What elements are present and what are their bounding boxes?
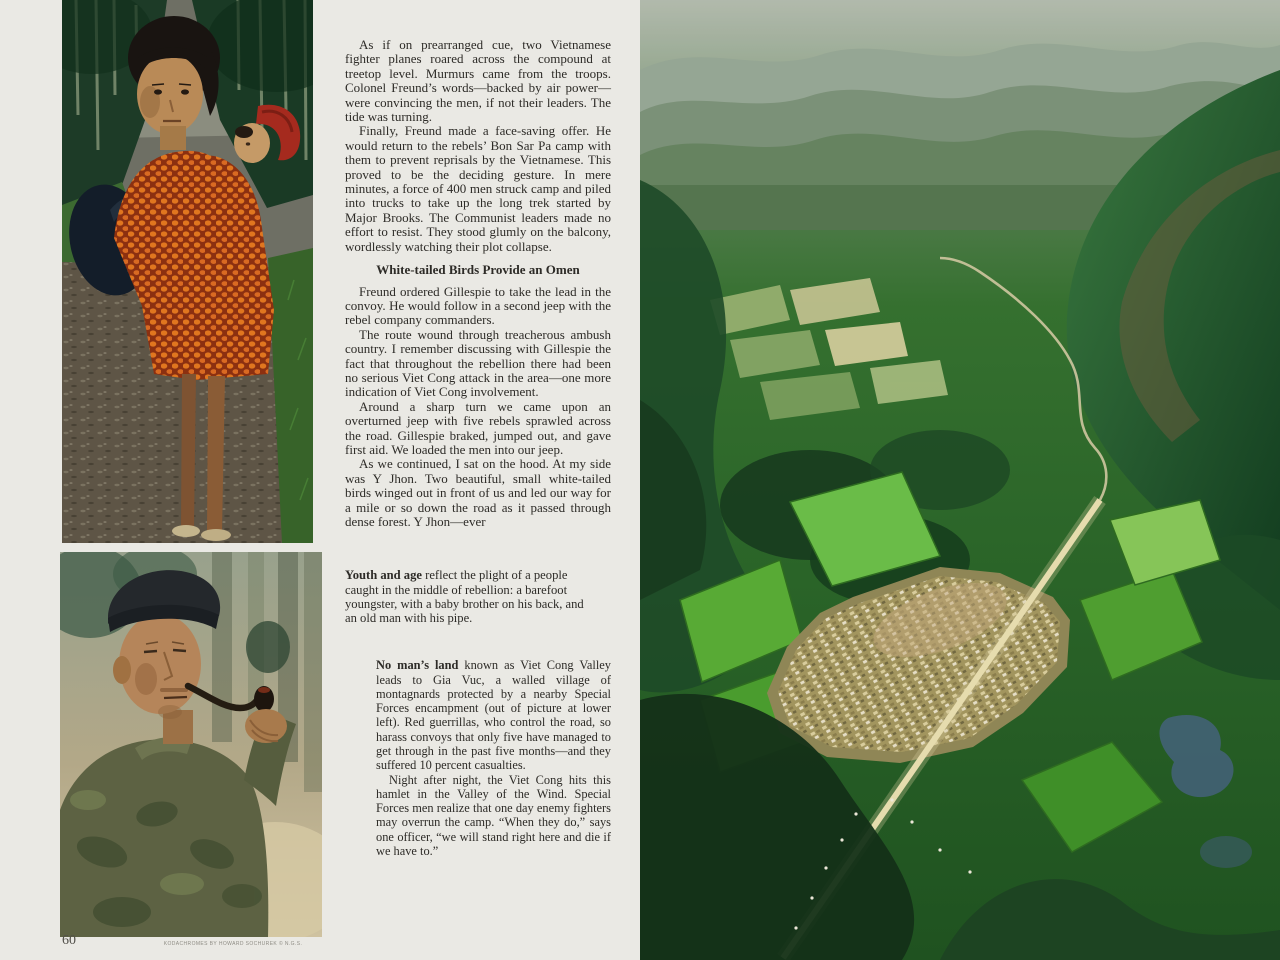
caption-lead: No man’s land xyxy=(376,658,459,673)
caption-youth-and-age xyxy=(345,568,597,625)
article-paragraph: Finally, Freund made a face-saving offer. He would return to the rebels’ Bon Sar Pa camp with them to prevent reprisals by the Vietnamese. This proved to be the deciding gesture. In mere minutes, a force of 400 men struck camp and piled into trucks to take up the long trek started by Major Brooks. The Communist leaders made no effort to resist. They stood glumly on the balcony, wordlessly watching their plot collapse. xyxy=(345,123,611,254)
photo-aerial-illustration xyxy=(640,0,1280,960)
photo-aerial-viet-cong-valley xyxy=(640,0,1280,960)
caption-lead: Youth and age xyxy=(345,568,422,583)
caption-no-mans-land xyxy=(376,658,611,772)
caption-body: reflect the plight of a people caught in the middle of rebellion: a barefoot youngster, with a baby brother on his back, and an old man with his pipe. xyxy=(345,568,584,626)
article-paragraph: Freund ordered Gillespie to take the lead in the convoy. He would follow in a second jeep with the rebel company commanders. xyxy=(345,283,611,328)
caption-body: known as Viet Cong Valley leads to Gia Vuc, a walled village of montagnards protected by a nearby Special Forces encampment (out of picture at lower left). Red guerrillas, who control the road, so harass convoys that only five have managed to get through in the past five months—and they suffered 10 percent casualties. xyxy=(376,658,612,773)
photo-boy-illustration xyxy=(62,0,313,543)
article-paragraph: As we continued, I sat on the hood. At my side was Y Jhon. Two beautiful, small white-tailed birds winged out in front of us and led our way for a mile or so down the road as it passed through dense forest. Y Jhon—ever xyxy=(345,456,611,529)
article-column xyxy=(345,38,611,858)
page-number: 60 xyxy=(62,933,76,948)
article-paragraph: As if on prearranged cue, two Vietnamese fighter planes roared across the compound at treetop level. Murmurs came from the troops. Colonel Freund’s words—backed by air power—were convincing the men, if not their leaders. The tide was turning. xyxy=(345,37,611,125)
article-paragraph: Around a sharp turn we came upon an overturned jeep with five rebels sprawled across the road. Gillespie braked, jumped out, and gave first aid. We loaded the men into our jeep. xyxy=(345,398,611,457)
photo-credit: KODACHROMES BY HOWARD SOCHUREK © N.G.S. xyxy=(163,941,303,947)
caption-no-mans-land-2: Night after night, the Viet Cong hits this hamlet in the Valley of the Wind. Special Forces men realize that one day enemy fighters may overrun the camp. “When they do,” says one officer, “we will stand right here and die if we have to.” xyxy=(376,772,611,859)
article-paragraph: The route wound through treacherous ambush country. I remember discussing with Gillespie the fact that throughout the rebellion there had been no serious Viet Cong attack in the area—one more indication of Viet Cong involvement. xyxy=(345,326,611,400)
photo-boy-with-baby xyxy=(62,0,313,543)
section-heading: White-tailed Birds Provide an Omen xyxy=(376,262,580,278)
photo-old-man-illustration xyxy=(60,552,322,937)
photo-old-man-pipe xyxy=(60,552,322,937)
